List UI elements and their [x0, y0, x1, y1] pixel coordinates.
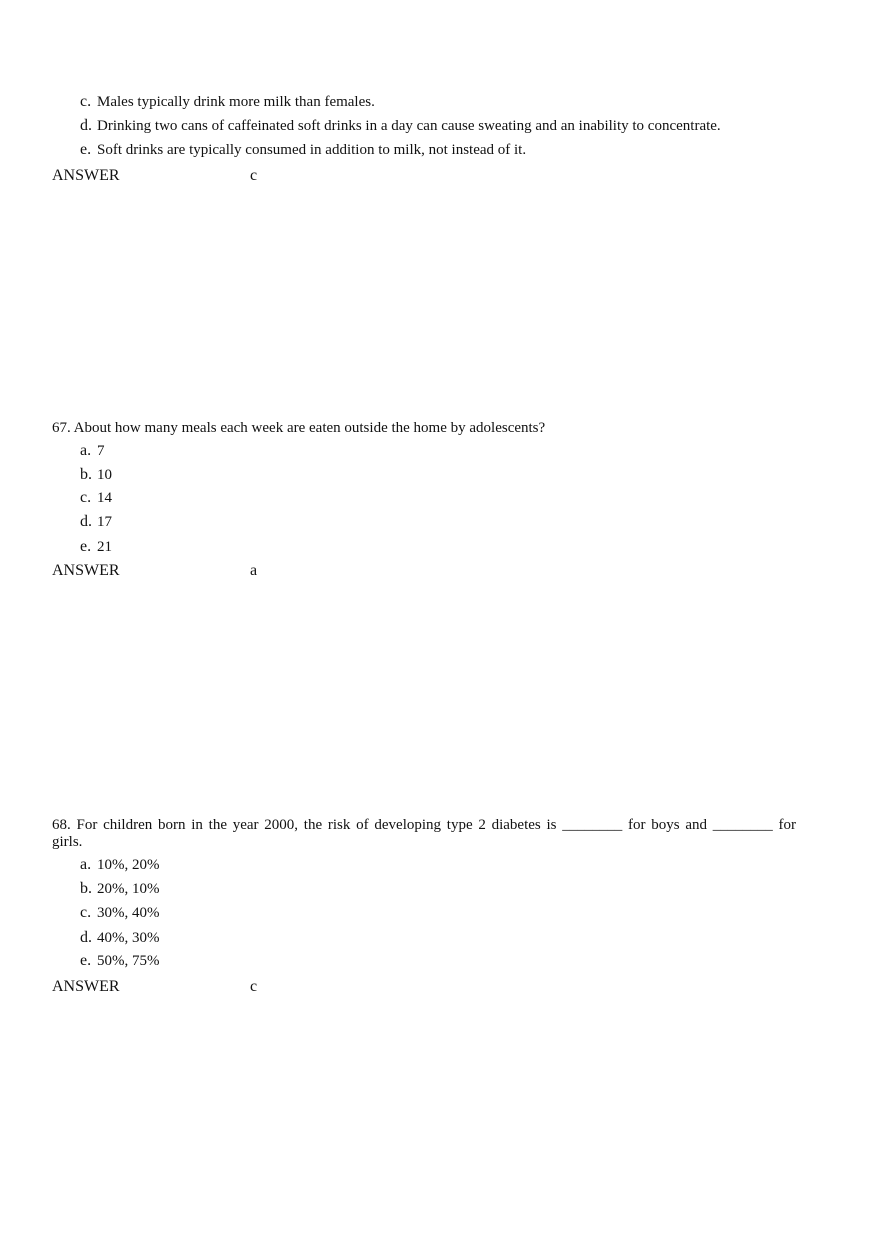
answer-label: ANSWER: [52, 562, 120, 579]
option-text: Soft drinks are typically consumed in addition to milk, not instead of it.: [97, 142, 527, 158]
option-c: [80, 904, 160, 922]
option-letter: c.: [80, 904, 92, 921]
question-stem: 67. About how many meals each week are eaten outside the home by adolescents?: [52, 420, 546, 436]
option-letter: b.: [80, 880, 92, 897]
option-letter: a.: [80, 442, 92, 459]
option-text: 40%, 30%: [97, 930, 160, 946]
option-text: Males typically drink more milk than females.: [97, 94, 375, 110]
option-e: [80, 538, 112, 556]
option-letter: a.: [80, 856, 92, 873]
option-e: [80, 141, 526, 159]
option-d: [80, 513, 112, 531]
option-text: 14: [97, 490, 112, 506]
option-text: 30%, 40%: [97, 905, 160, 921]
option-letter: e.: [80, 538, 92, 555]
answer-value: a: [250, 562, 258, 579]
option-a: [80, 442, 105, 460]
option-d: [80, 929, 160, 947]
option-text: 20%, 10%: [97, 881, 160, 897]
option-a: [80, 856, 160, 874]
option-letter: b.: [80, 466, 92, 483]
option-letter: e.: [80, 141, 92, 158]
option-text: 10: [97, 467, 112, 483]
option-b: [80, 466, 112, 484]
option-text: 50%, 75%: [97, 953, 160, 969]
option-letter: d.: [80, 929, 92, 946]
option-e: [80, 952, 160, 970]
option-text: Drinking two cans of caffeinated soft drinks in a day can cause sweating and an inability to concentrate.: [97, 118, 721, 134]
option-letter: d.: [80, 513, 92, 530]
option-letter: d.: [80, 117, 92, 134]
option-c: [80, 93, 375, 111]
option-b: [80, 880, 160, 898]
question-stem-line2: girls.: [52, 834, 83, 850]
answer-value: c: [250, 978, 258, 995]
option-text: 21: [97, 539, 112, 555]
question-stem-line1: 68. For children born in the year 2000, the risk of developing type 2 diabetes is ________ for boys and ________ for: [52, 817, 796, 833]
option-text: 10%, 20%: [97, 857, 160, 873]
answer-value: c: [250, 167, 258, 184]
option-d: [80, 117, 721, 135]
answer-label: ANSWER: [52, 978, 120, 995]
option-letter: c.: [80, 489, 92, 506]
answer-label: ANSWER: [52, 167, 120, 184]
option-text: 17: [97, 514, 112, 530]
option-letter: e.: [80, 952, 92, 969]
option-text: 7: [97, 443, 105, 459]
option-c: [80, 489, 112, 507]
option-letter: c.: [80, 93, 92, 110]
